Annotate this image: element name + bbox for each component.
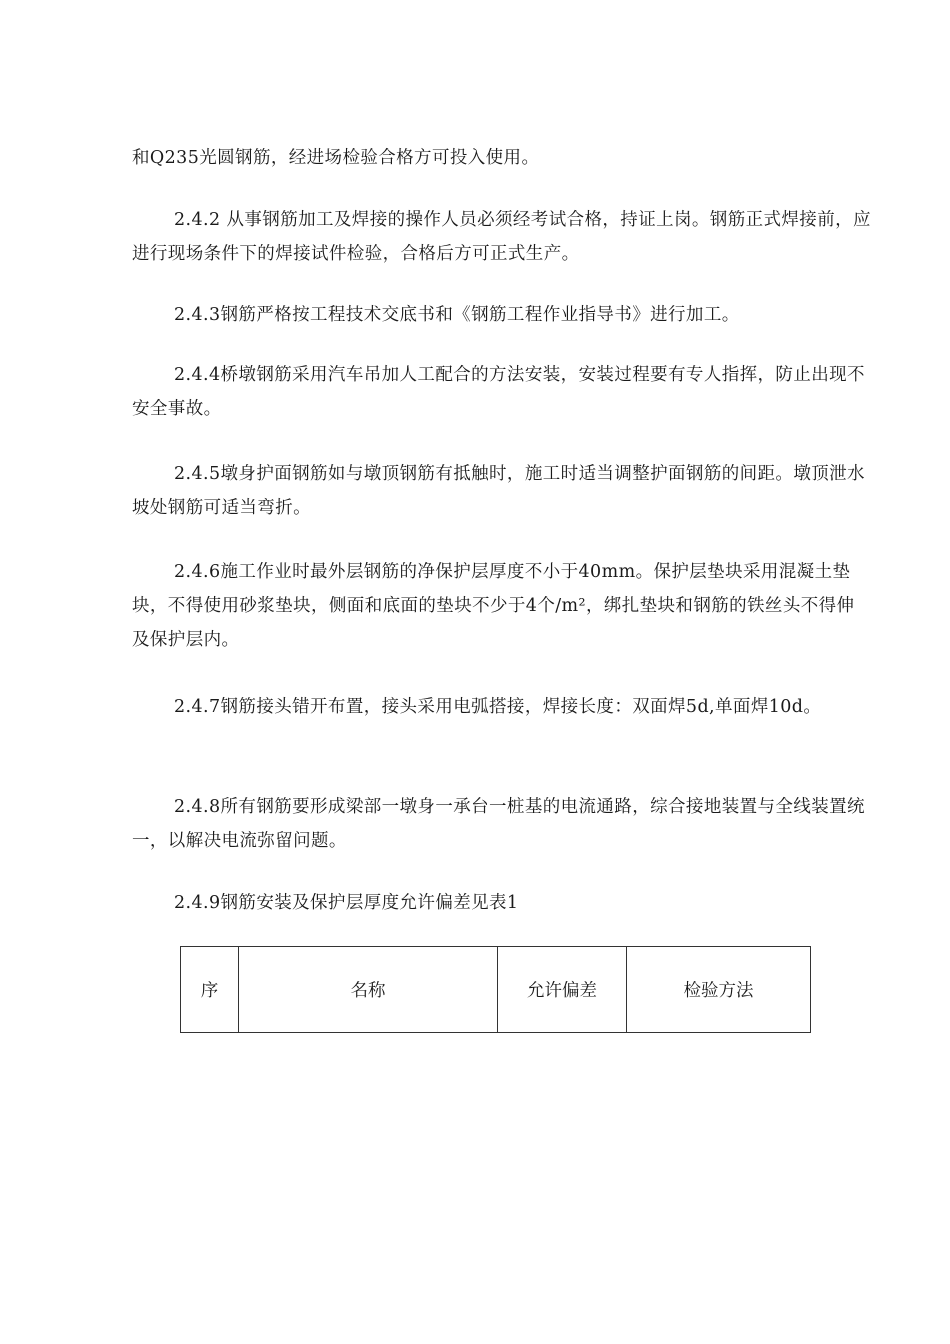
paragraph-2-4-6: 2.4.6施工作业时最外层钢筋的净保护层厚度不小于40mm。保护层垫块采用混凝土垫块，不得使用砂浆垫块，侧面和底面的垫块不少于4个/m²，绑扎垫块和钢筋的铁丝头不得伸及保护层内。 <box>132 562 855 650</box>
paragraph-2-4-3: 2.4.3钢筋严格按工程技术交底书和《钢筋工程作业指导书》进行加工。 <box>174 305 740 325</box>
paragraph-2-4-8: 2.4.8所有钢筋要形成梁部一墩身一承台一桩基的电流通路，综合接地装置与全线装置统一，以解决电流弥留问题。 <box>132 797 865 851</box>
col-name-header: 名称 <box>239 947 498 1033</box>
paragraph-2-4-7: 2.4.7钢筋接头错开布置，接头采用电弧搭接，焊接长度：双面焊5d,单面焊10d。 <box>174 697 822 717</box>
paragraph-2-4-9: 2.4.9钢筋安装及保护层厚度允许偏差见表1 <box>174 893 519 913</box>
col-method-header: 检验方法 <box>627 947 811 1033</box>
paragraph-2-4-4: 2.4.4桥墩钢筋采用汽车吊加人工配合的方法安装，安装过程要有专人指挥，防止出现不安全事故。 <box>132 365 865 419</box>
paragraph-2-4-2: 2.4.2 从事钢筋加工及焊接的操作人员必须经考试合格，持证上岗。钢筋正式焊接前，应进行现场条件下的焊接试件检验，合格后方可正式生产。 <box>132 210 871 264</box>
paragraph-continued: 和Q235光圆钢筋，经进场检验合格方可投入使用。 <box>132 148 540 168</box>
paragraph-2-4-5: 2.4.5墩身护面钢筋如与墩顶钢筋有抵触时，施工时适当调整护面钢筋的间距。墩顶泄水坡处钢筋可适当弯折。 <box>132 464 865 518</box>
col-index-header: 序 <box>181 947 239 1033</box>
table-header-row <box>181 947 811 1033</box>
tolerance-table <box>180 946 811 1033</box>
col-tolerance-header: 允许偏差 <box>498 947 627 1033</box>
